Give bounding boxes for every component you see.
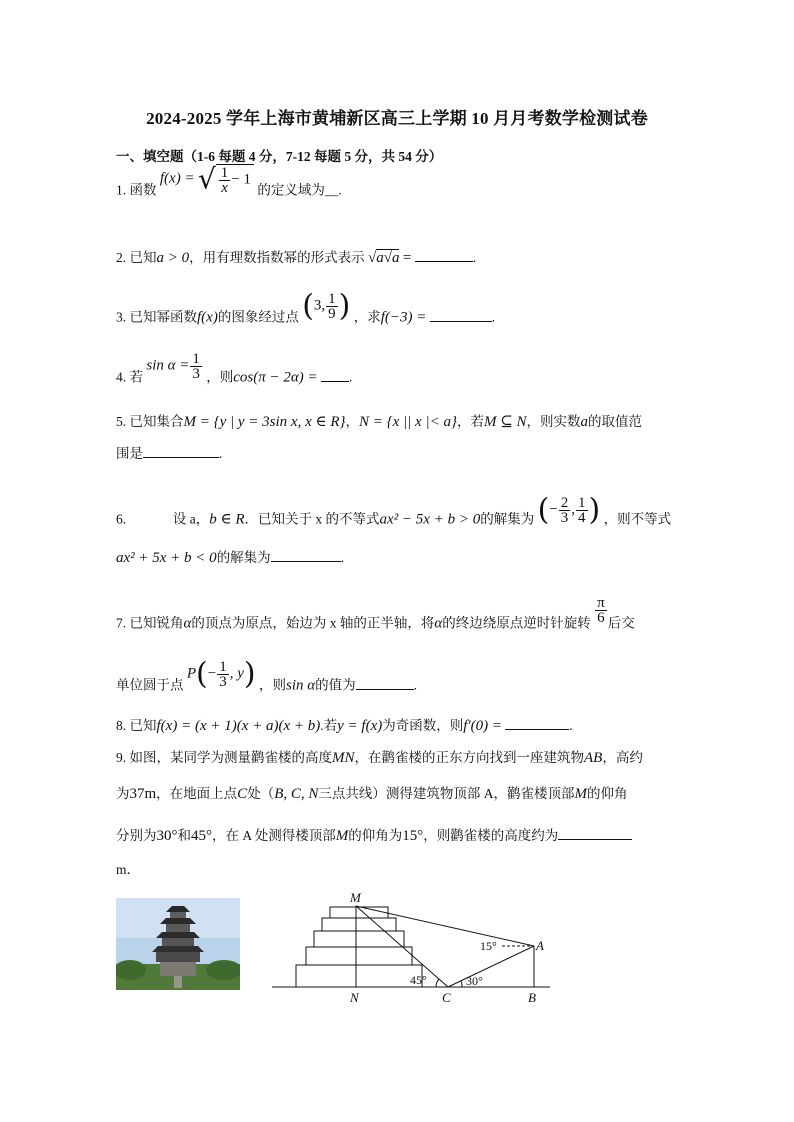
q7-alpha: α [183,615,192,632]
label-n: N [350,990,359,1005]
tower-tier-2 [306,947,412,965]
question-9-line3 [116,826,632,846]
q8-mid: .若 [320,718,338,733]
q6-pre: 设 a， [172,511,210,527]
q9-l2d: 三点共线）测得建筑物顶部 A，鹳雀楼顶部 [318,786,575,801]
q9-m-2: M [335,828,349,844]
q7-sin: sin α [286,677,316,694]
question-1: 1. 函数 f(x) = √ $\frac{1}{x}$ − 1 的定义域为__. [116,162,342,198]
q2-mid: ，用有理数指数幂的形式表示 [189,250,365,265]
q9-height: 37m [129,786,157,802]
q3-ask: f(−3) = [380,309,427,326]
q6-ineq: ax² − 5x + b > 0 [379,511,481,528]
q3-answer-blank[interactable] [430,309,492,322]
segment-ma [356,906,534,946]
q8-mid2: 为奇函数，则 [382,718,464,733]
q5-set-m: M = {y | y = 3sin x, x ∈ R} [183,414,346,430]
q2-expr: √a√a [368,250,400,266]
label-angle-15: 15° [480,939,497,953]
q3-point-den: 9 [328,306,336,322]
q7-answer-blank[interactable] [356,677,414,690]
q9-l3c: ，在 A 处测得楼顶部 [212,828,336,843]
q1-post: 的定义域为__. [257,182,342,198]
q9-bcn: B, C, N [274,786,319,802]
q8-pre: 已知 [129,718,157,733]
q9-angle-45: 45° [191,828,212,844]
q9-ab: AB [584,750,603,766]
question-6: 6. 设 a，b ∈ R．已知关于 x 的不等式ax² − 5x + b > 0的解集为 (− $\frac{2}{3}$ , $\frac{1}{4}$ ) ，则不等式 [116,492,672,528]
q7-point-y: , y [229,665,244,682]
q5-answer-blank[interactable] [143,445,219,458]
q5-end2: . [219,446,223,461]
tower-tier-3 [314,931,404,947]
q9-l1a: 如图，某同学为测量鹳雀楼的高度 [129,750,332,765]
q6-int1-den: 3 [560,510,569,526]
q4-frac-num: 1 [192,351,200,367]
q8-f: f(x) = (x + 1)(x + a)(x + b) [156,718,321,734]
q7-end1: 后交 [607,615,635,631]
q8-ask: f′(0) = [463,718,503,734]
q9-l3d: 的仰角为 [348,828,403,843]
q7-alpha-2: α [434,615,443,632]
arc-30 [461,981,462,987]
q4-pre: 若 [129,369,143,385]
q5-number: 5. [116,414,127,429]
q9-l2c: 处（ [247,786,275,801]
q7-rot-num: π [597,595,605,611]
q4-frac-den: 3 [192,366,200,382]
q9-c: C [237,786,248,802]
q9-l2e: 的仰角 [587,786,628,801]
q7-mid: 的顶点为原点，始边为 x 轴的正半轴，将 [191,615,435,631]
q5-sep: ， [345,414,360,429]
q7-mid4: 的值为 [315,677,356,693]
q2-end: . [472,250,477,265]
q9-angle-15: 15° [402,828,424,844]
q9-l2a: 为 [116,786,130,801]
q7-pre: 已知锐角 [129,615,184,631]
q5-pre: 已知集合 [129,414,184,429]
q1-pre: 函数 [129,182,157,198]
question-3: 3. 已知幂函数f(x)的图象经过点 (3, $\frac{1}{9}$ ) ，求f(−3) = . [116,288,496,326]
q9-l1b: ，在鹳雀楼的正东方向找到一座建筑物 [354,750,584,765]
tower-tier-1 [296,965,422,987]
q1-lhs: f(x) = [159,170,195,187]
q7-mid3: ，则 [259,677,286,693]
tower-photo-image [116,898,240,990]
label-a: A [536,938,544,953]
q5-line2: 围是 [116,446,143,461]
question-9-line4 [116,860,140,880]
question-2 [116,248,476,268]
q6-end2: . [340,550,345,565]
question-6-line2 [116,548,344,568]
q5-cond: M ⊆ N [483,414,527,430]
q9-l3b: 和 [177,828,191,843]
question-7 [116,595,635,639]
q9-l3e: ，则鹳雀楼的高度约为 [423,828,559,843]
q5-end1: 的取值范 [588,414,643,429]
q9-l4: m． [116,862,141,877]
label-b: B [528,990,536,1005]
tower-tier-4 [322,918,396,931]
q7-number: 7. [116,615,127,631]
q1-number: 1. [116,182,127,198]
q7-point-num: 1 [219,659,227,675]
question-9-line1 [116,748,643,768]
arc-45 [436,979,439,987]
q9-l1c: ，高约 [602,750,643,765]
q7-point: P [186,665,197,682]
q9-m: M [574,786,587,802]
label-c: C [442,990,451,1005]
q5-set-n: N = {x || x |< a} [359,414,457,430]
q5-a: a [580,414,589,430]
q8-end: . [569,718,573,733]
q9-l3a: 分别为 [116,828,157,843]
page-title: 2024-2025 学年上海市黄埔新区高三上学期 10 月月考数学检测试卷 [146,109,648,128]
q2-number: 2. [116,250,127,265]
q6-mid2: 的解集为 [480,511,535,527]
q6-ineq2: ax² + 5x + b < 0 [116,550,217,566]
q6-int2-num: 1 [578,495,586,511]
q6-number: 6. [116,511,127,527]
q4-answer-blank[interactable] [321,369,349,382]
q6-answer-blank[interactable] [271,549,341,562]
q4-ask: cos(π − 2α) = [233,369,318,386]
q1-frac-den: x [221,180,228,196]
q6-mid: ．已知关于 x 的不等式 [244,511,380,527]
q4-mid: ，则 [206,369,234,385]
q2-pre: 已知 [129,250,157,265]
q3-point-x: 3, [313,297,326,314]
question-8 [116,716,573,736]
q6-end1: ，则不等式 [603,511,672,527]
q9-l2b: ，在地面上点 [156,786,238,801]
q7-point-den: 3 [219,674,227,690]
q7-rot-den: 6 [597,610,605,626]
q2-eq: = [402,250,412,266]
q9-mn: MN [332,750,355,766]
q8-answer-blank[interactable] [505,717,569,730]
section-heading: 一、填空题（1-6 每题 4 分，7-12 每题 5 分，共 54 分） [116,149,443,164]
q3-f: f(x) [197,309,218,326]
q3-number: 3. [116,309,127,325]
q4-number: 4. [116,369,127,385]
question-9-line2 [116,784,628,804]
q2-cond: a > 0 [156,250,190,266]
tower-photo [116,898,240,990]
label-angle-45: 45° [410,973,427,987]
q5-mid: ，若 [456,414,484,429]
geometry-diagram-svg [268,888,558,1008]
q9-angle-30: 30° [156,828,178,844]
q4-end: . [349,369,353,385]
geometry-diagram [268,888,558,1008]
question-7-line2: 单位圆于点 P(− $\frac{1}{3}$ , y) ，则sin α的值为 . [116,656,418,694]
q3-point-num: 1 [328,291,336,307]
question-5-line2 [116,444,222,464]
q6-mid3: 的解集为 [216,550,271,565]
q2-answer-blank[interactable] [415,249,473,262]
q6-int1-num: 2 [560,495,569,511]
q6-br: b ∈ R [209,511,245,528]
q7-mid2: 的终边绕原点逆时针旋转 [442,615,591,631]
q7-line2: 单位圆于点 [116,677,184,693]
q9-number: 9. [116,750,127,765]
q6-int2-den: 4 [578,510,586,526]
question-4 [116,351,353,393]
q9-answer-blank[interactable] [558,827,632,840]
question-5 [116,412,642,432]
q3-pre: 已知幂函数 [129,309,197,325]
q3-end: . [491,309,496,325]
q5-mid2: ，则实数 [526,414,581,429]
q8-number: 8. [116,718,127,733]
q3-mid2: ，求 [353,309,381,325]
q1-frac-num: 1 [220,165,229,181]
q7-end2: . [413,677,418,693]
q3-mid: 的图象经过点 [217,309,299,325]
label-angle-30: 30° [466,974,483,988]
q8-y: y = f(x) [337,718,383,734]
label-m: M [350,890,361,905]
q1-minus-one: − 1 [231,171,251,188]
q4-lhs: sin α = [146,357,190,374]
